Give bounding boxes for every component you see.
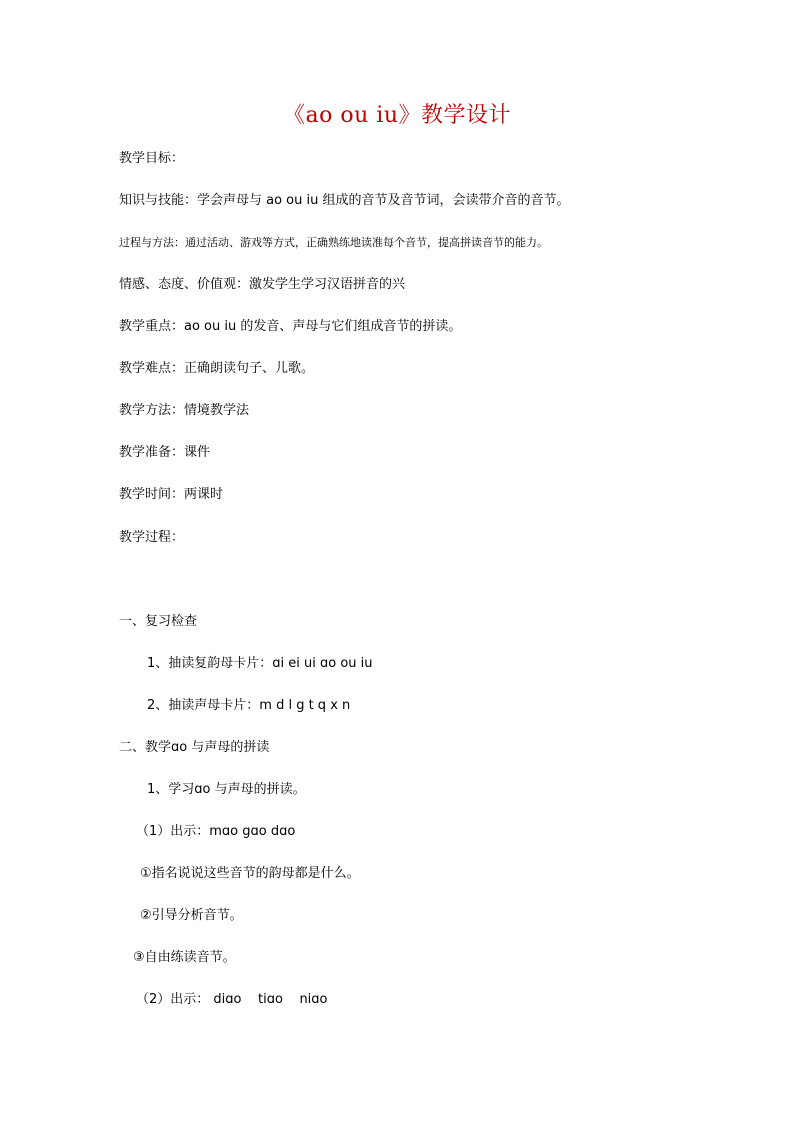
page-title: 《ao ou iu》教学设计 <box>283 103 511 128</box>
goals-label: 教学目标： <box>119 151 185 166</box>
step-2-sub-1-c: ③自由练读音节。 <box>133 950 236 965</box>
teaching-time: 教学时间：两课时 <box>119 487 224 502</box>
knowledge-skills: 知识与技能：学会声母与 ao ou iu 组成的音节及音节词，会读带介音的音节。 <box>119 193 570 208</box>
key-points: 教学重点：ao ou iu 的发音、声母与它们组成音节的拼读。 <box>119 319 462 334</box>
step-2-sub-1-a: ①指名说说这些音节的韵母都是什么。 <box>140 866 360 881</box>
step-2-sub-2: （2）出示： diɑo tiɑo niɑo <box>136 992 328 1007</box>
step-2-sub-1-b: ②引导分析音节。 <box>140 908 243 923</box>
step-2-item-1: 1、学习ɑo 与声母的拼读。 <box>147 782 306 797</box>
step-1-item-2: 2、抽读声母卡片：m d l g t q x n <box>147 698 351 713</box>
preparation: 教学准备：课件 <box>119 445 211 460</box>
step-2-sub-1: （1）出示：mɑo gɑo dɑo <box>136 824 296 839</box>
difficulties: 教学难点：正确朗读句子、儿歌。 <box>119 361 315 376</box>
emotion-values: 情感、态度、价值观：激发学生学习汉语拼音的兴 <box>119 277 406 292</box>
procedure-label: 教学过程： <box>119 530 185 545</box>
process-methods: 过程与方法：通过活动、游戏等方式，正确熟练地读准每个音节，提高拼读音节的能力。 <box>119 236 548 249</box>
step-1-heading: 一、复习检查 <box>119 614 198 629</box>
teaching-method: 教学方法：情境教学法 <box>119 403 250 418</box>
step-1-item-1: 1、抽读复韵母卡片：ɑi ei ui ɑo ou iu <box>147 656 373 671</box>
step-2-heading: 二、教学ɑo 与声母的拼读 <box>119 740 270 755</box>
